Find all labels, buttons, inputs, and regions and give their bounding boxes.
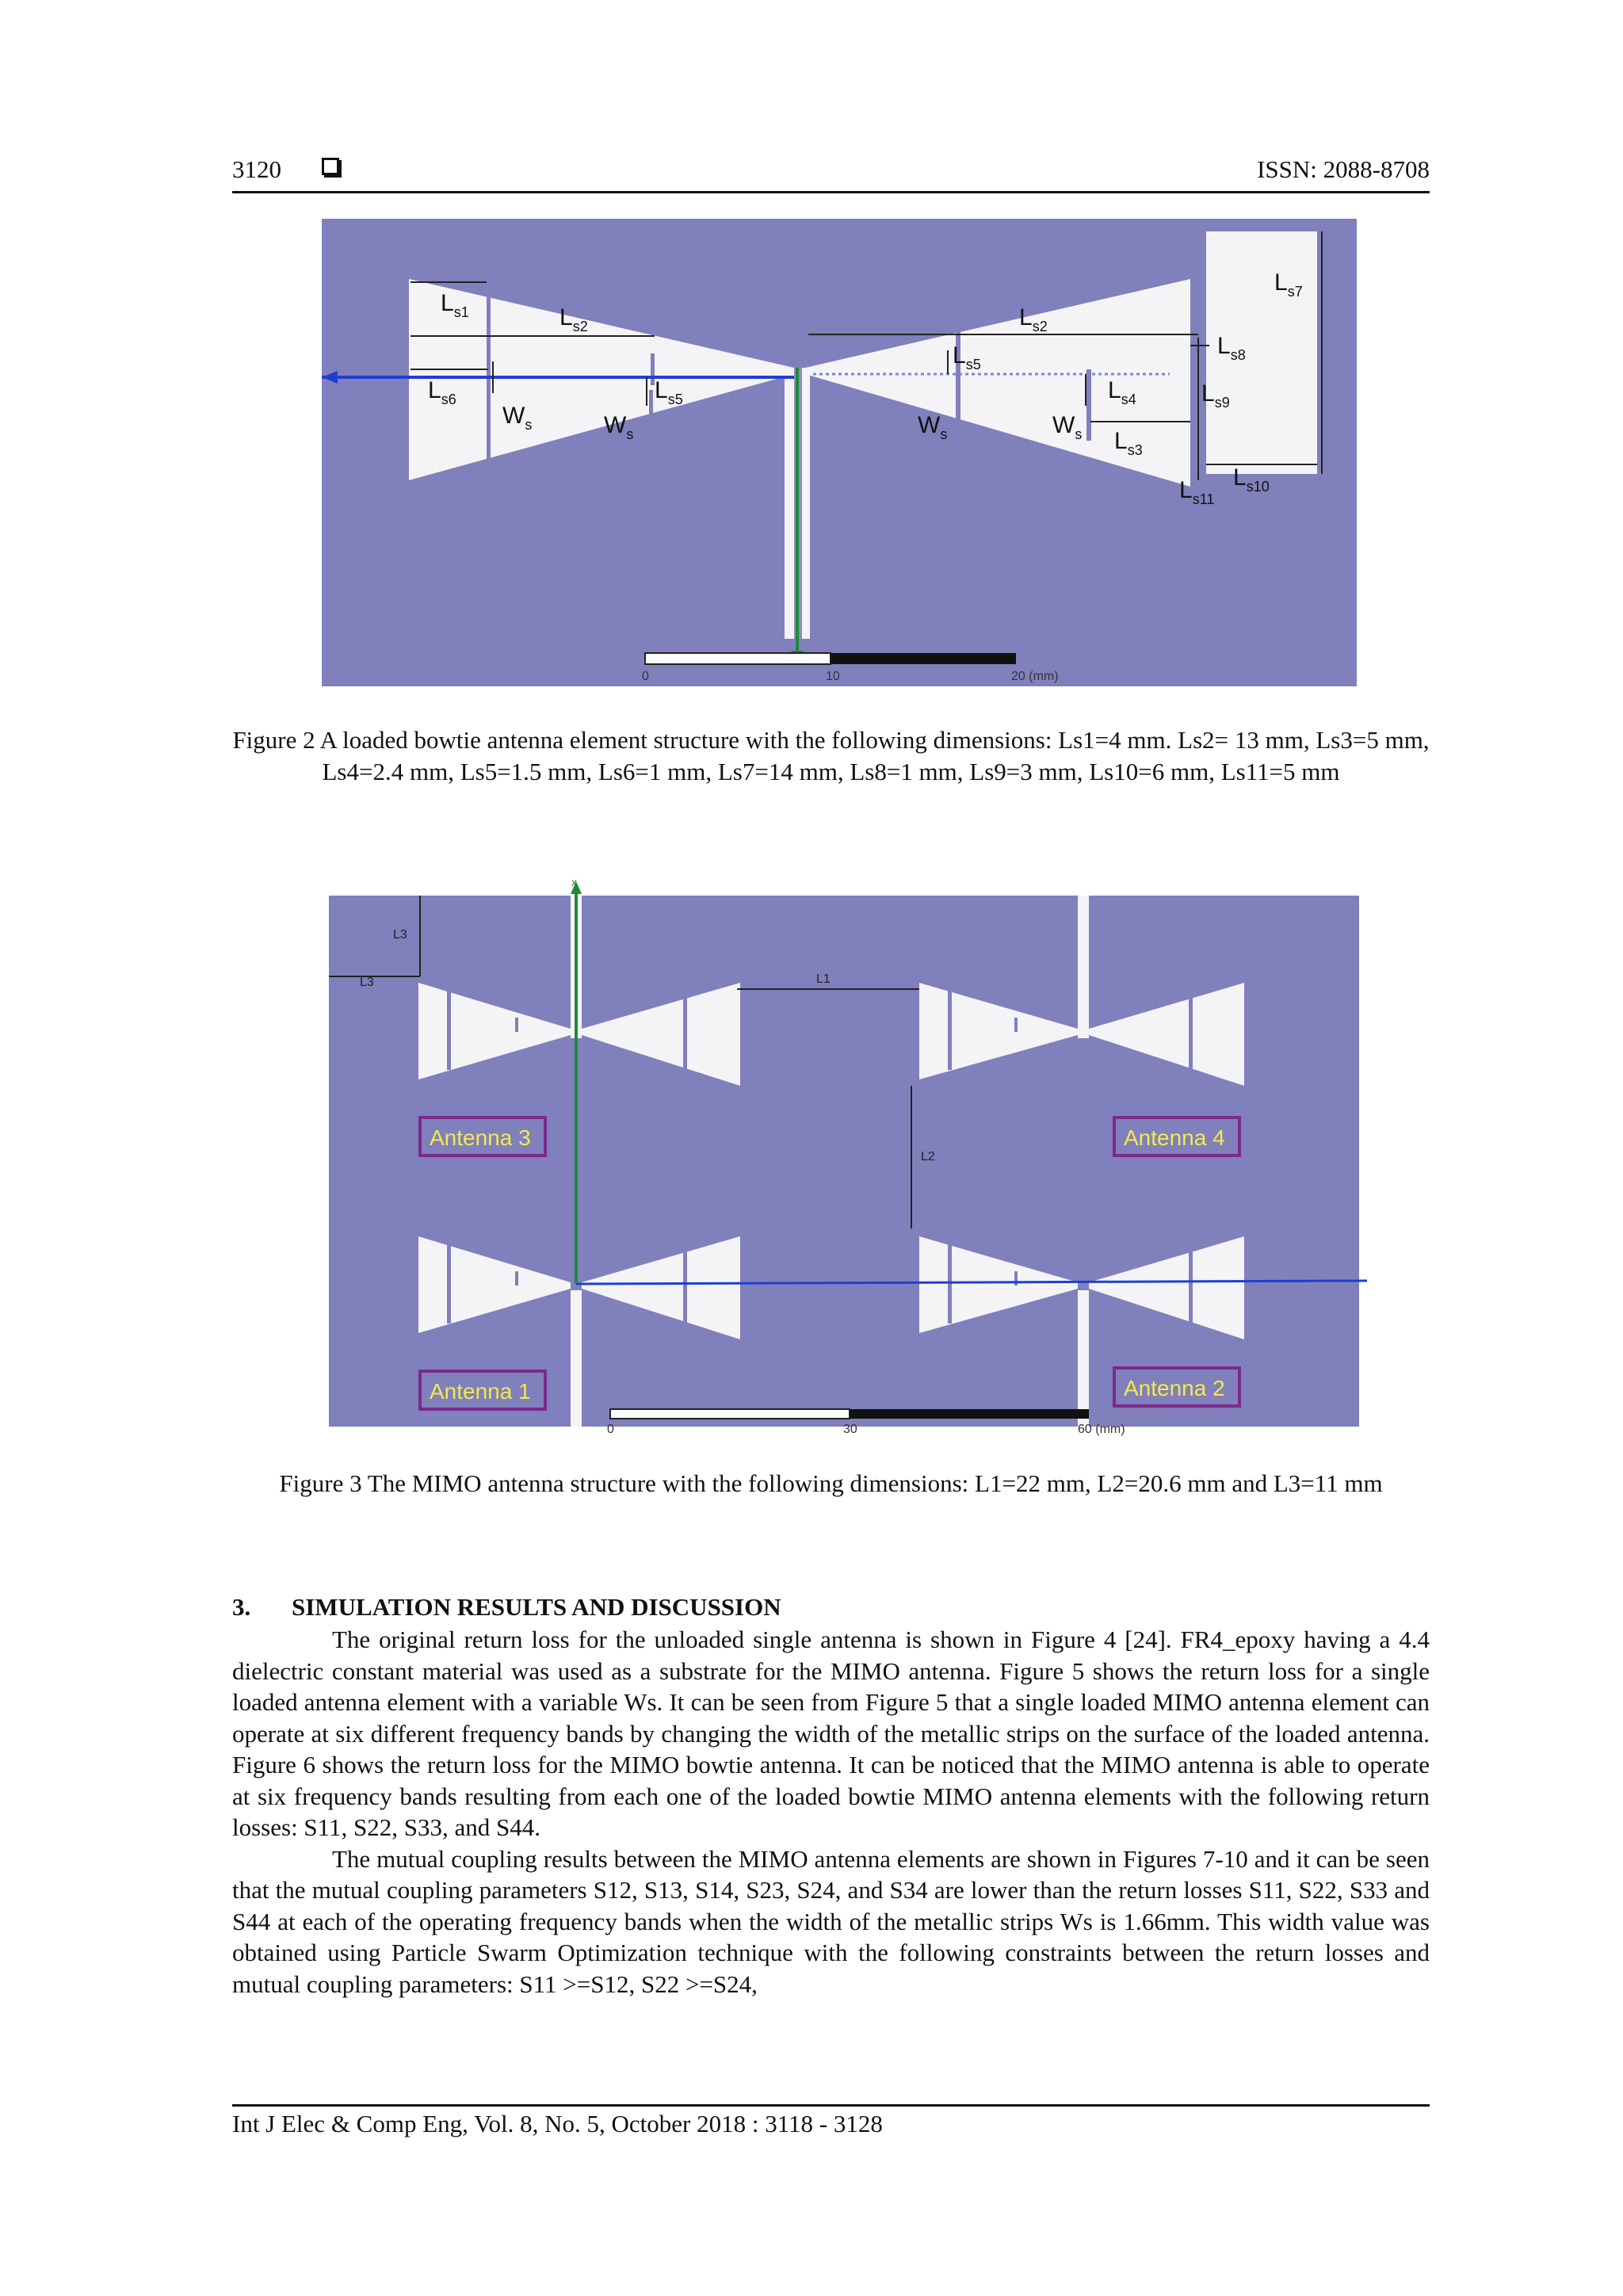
scale-tick-20: 20 (mm) [1011,670,1059,683]
scale-tick-30: 30 [843,1423,857,1436]
antenna-1-label: Antenna 1 [430,1379,531,1404]
label-ws-4: $W_s$ [1052,412,1083,442]
label-ls10: $L_{s10}$ [1233,464,1270,495]
substrate-background [329,896,1359,1427]
scale-tick-0: 0 [642,670,649,683]
section-title: SIMULATION RESULTS AND DISCUSSION [292,1593,781,1621]
scale-bar-white [645,653,831,664]
antenna-2-label: Antenna 2 [1124,1376,1225,1400]
label-l3-vertical: L3 [393,928,407,942]
right-slot-2 [1086,369,1091,441]
section-heading [232,1593,781,1622]
label-ls4: $L_{s4}$ [1108,377,1136,407]
label-ls7: $L_{s7}$ [1274,269,1303,300]
figure-3-caption: Figure 3 The MIMO antenna structure with the following dimensions: L1=22 mm, L2=20.6 mm and L3=11 mm [279,1469,1383,1497]
page-number: 3120 [232,155,281,183]
header-rule [232,191,1430,193]
label-ls3: $L_{s3}$ [1114,428,1143,458]
label-ls6: $L_{s6}$ [428,377,456,407]
label-ls1: $L_{s1}$ [441,290,469,320]
paragraph-2: The mutual coupling results between the MIMO antenna elements are shown in Figures 7-10 and it can be seen that the mutual coupling parameters S12, S13, S14, S23, S24, and S34 are lower than the return losses S11, S22, S33 and S44 at each of the operating frequency bands when the width of the metallic strips Ws is 1.66mm. This width value was obtained using Particle Swarm Optimization technique with the following constraints between the return losses and mutual coupling parameters: S11 >=S12, S22 >=S24, [232,1844,1430,1998]
feed-strip-4 [1078,896,1089,1038]
label-ls5-right: $L_{s5}$ [953,342,981,372]
axis-x-label: x [571,878,577,888]
figure-2-bowtie-element [322,219,1357,686]
square-bullet-icon [322,158,339,175]
scale-tick-60: 60 (mm) [1078,1423,1125,1436]
body-text [232,1624,1430,2000]
label-ls5-left: $L_{s5}$ [655,377,683,407]
figure-3-mimo-structure [309,878,1371,1449]
feed-strip-2 [1078,1290,1089,1427]
label-l1: L1 [816,972,831,986]
label-l2: L2 [921,1150,935,1163]
label-ls9: $L_{s9}$ [1201,380,1230,411]
label-ls2-left: $L_{s2}$ [559,304,588,334]
journal-issn: ISSN: 2088-8708 [1257,155,1430,183]
label-ls2-right: $L_{s2}$ [1019,304,1048,334]
footer-rule [232,2104,1430,2107]
label-ws-2: $W_s$ [604,412,634,442]
label-l3-horizontal: L3 [360,976,374,989]
label-ls11: $L_{s11}$ [1179,477,1215,507]
left-slot-3 [649,390,653,425]
label-ws-1: $W_s$ [502,403,533,433]
paragraph-1: The original return loss for the unloaded single antenna is shown in Figure 4 [24]. FR4_epoxy having a 4.4 dielectric constant material was used as a substrate for the MIMO antenna. Figure 5 shows the return loss for a single loaded antenna element with a variable Ws. It can be seen from Figure 5 that a single loaded MIMO antenna element can operate at six different frequency bands by changing the width of the metallic strips on the surface of the loaded antenna. Figure 6 shows the return loss for the MIMO bowtie antenna. It can be noticed that the MIMO antenna is able to operate at six frequency bands resulting from each one of the loaded bowtie MIMO antenna elements with the following return losses: S11, S22, S33, and S44. [232,1626,1430,1841]
scale-bar-black [831,653,1016,664]
scale-tick-0: 0 [607,1423,614,1436]
scale-bar-black [850,1409,1089,1419]
figure-2-caption: Figure 2 A loaded bowtie antenna element structure with the following dimensions: Ls1=4 mm. Ls2= 13 mm, Ls3=5 mm, Ls4=2.4 mm, Ls5=1.5 mm, Ls6=1 mm, Ls7=14 mm, Ls8=1 mm, Ls9=3 mm, Ls10=6 mm, Ls11=5 mm [232,726,1430,785]
left-slot-1 [487,279,491,463]
antenna-3-label: Antenna 3 [430,1125,531,1150]
antenna-4-label: Antenna 4 [1124,1125,1225,1150]
scale-bar-white [610,1409,850,1419]
scale-tick-10: 10 [826,670,840,683]
footer-citation: Int J Elec & Comp Eng, Vol. 8, No. 5, October 2018 : 3118 - 3128 [232,2110,883,2137]
section-number: 3. [232,1593,251,1621]
feed-strip-1 [571,1290,582,1427]
label-ws-3: $W_s$ [918,412,948,442]
label-ls8: $L_{s8}$ [1217,333,1246,363]
